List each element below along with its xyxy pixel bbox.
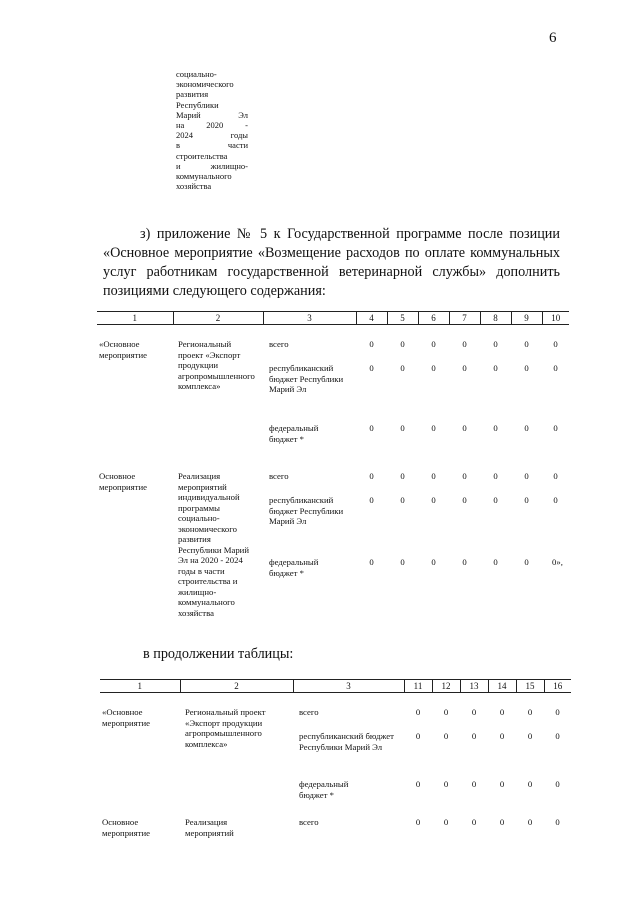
value-cell: 0 [369,557,374,567]
value-cell: 0 [555,817,560,827]
row-type-cell [100,707,180,817]
header-cell: 10 [542,312,569,325]
header-cell: 1 [97,312,173,325]
fragment-line: развития [176,89,209,100]
header-cell: 2 [180,680,293,693]
value-cell: 0 [400,471,405,481]
value-cell: 0 [462,557,467,567]
row-type-cell: «Основное мероприятие [99,339,147,360]
value-cell: 0 [553,423,558,433]
header-cell: 7 [449,312,480,325]
header-cell: 14 [488,680,516,693]
row-description-text: Региональный проект «Экспорт продукции агропромышленного комплекса» [178,339,255,391]
header-cell: 9 [511,312,542,325]
row-description-cell [180,707,293,817]
header-cell: 4 [356,312,387,325]
value-cell: 0 [369,363,374,373]
amendment-paragraph: з) приложение № 5 к Государственной программе после позиции «Основное мероприятие «Возмещение расходов по оплате коммунальных услуг работникам государственной ветеринарной службы» дополнить позициями следующего содержания: [103,226,560,299]
value-cell: 0 [553,495,558,505]
value-cell: 0 [462,423,467,433]
value-cell: 0 [499,731,505,741]
continuation-heading: в продолжении таблицы: [143,646,294,662]
header-cell: 1 [100,680,180,693]
value-cell: 0 [415,731,421,741]
value-cell: 0 [462,471,467,481]
source-label-text: республиканский бюджет Республики Марий Эл [299,731,394,752]
value-cell: 0 [471,779,477,789]
row-description-text: Реализация мероприятий [185,817,234,838]
table-1 [97,311,569,639]
previous-table-fragment [176,69,248,191]
header-cell: 5 [387,312,418,325]
row-description-cell [173,339,263,471]
value-cell: 0 [499,707,505,717]
source-label [263,363,356,423]
fragment-line: 2024 годы [176,130,248,141]
value-cell: 0 [471,817,477,827]
value-cell: 0 [493,423,498,433]
row-type-text: Основное мероприятие [102,817,150,838]
page-number: 6 [549,30,557,46]
value-cell: 0 [415,817,421,827]
header-cell: 12 [432,680,460,693]
value-cell: 0 [431,557,436,567]
value-cell: 0 [493,363,498,373]
row-type-text: Основное мероприятие [99,471,147,492]
value-cell: 0 [524,363,529,373]
value-cell: 0 [400,339,405,349]
header-cell: 6 [418,312,449,325]
value-cell: 0 [471,707,477,717]
value-cell: 0 [369,339,374,349]
value-cell: 0 [555,731,560,741]
value-cell: 0 [443,817,449,827]
table-row [100,707,571,731]
source-label [263,423,356,461]
table-row [97,339,569,363]
value-cell: 0 [431,339,436,349]
value-cell: 0 [527,731,533,741]
source-label-text: федеральный бюджет * [299,779,349,800]
value-cell: 0 [524,339,529,349]
table-2 [100,679,571,838]
value-cell: 0 [499,817,505,827]
value-cell: 0 [555,707,560,717]
row-description-cell [173,471,263,639]
value-cell: 0 [415,707,421,717]
value-cell: 0 [524,471,529,481]
row-description-text: Реализация мероприятий индивидуальной программы социально-экономического развития Республики Марий Эл на 2020 - 2024 годы в части строительства и жилищно-коммунального хозяйства [178,471,249,618]
fragment-line: социально- [176,69,217,79]
value-cell: 0 [553,339,558,349]
source-label-text: федеральный бюджет * [269,557,319,578]
value-cell: 0 [527,817,533,827]
value-cell: 0 [443,731,449,741]
fragment-line: хозяйства [176,181,212,192]
fragment-line: строительства [176,150,228,161]
value-cell: 0 [499,779,505,789]
value-cell: 0 [462,339,467,349]
value-cell: 0 [443,707,449,717]
value-cell: 0 [493,339,498,349]
value-cell: 0 [493,495,498,505]
value-cell: 0 [415,779,421,789]
value-cell: 0 [369,423,374,433]
value-cell: 0 [471,731,477,741]
value-cell: 0 [431,495,436,505]
value-cell: 0 [443,779,449,789]
value-cell: 0 [462,495,467,505]
header-cell: 13 [460,680,488,693]
value-cell: 0 [527,779,533,789]
value-cell: 0 [462,363,467,373]
fragment-line: и жилищно- [176,160,248,171]
source-label: всего [269,339,289,349]
source-label: всего [299,707,319,717]
row-description-cell [180,817,293,838]
table-2-header-row [100,680,571,693]
value-cell: 0 [493,471,498,481]
value-cell: 0 [527,707,533,717]
value-cell: 0 [431,423,436,433]
value-cell: 0 [369,471,374,481]
fragment-line: Республики [176,99,219,110]
source-label-text: республиканский бюджет Республики Марий Эл [269,363,344,394]
source-label [293,779,404,817]
row-type-text: «Основное мероприятие [102,707,150,728]
fragment-line: в части [176,140,248,151]
source-label [263,557,356,639]
table-row [97,471,569,495]
value-cell: 0 [553,471,558,481]
table-row [100,817,571,838]
value-cell: 0 [553,363,558,373]
row-type-cell [100,817,180,838]
header-cell: 8 [480,312,511,325]
value-cell: 0 [524,495,529,505]
value-cell: 0 [524,557,529,567]
value-cell: 0 [493,557,498,567]
value-cell: 0 [400,495,405,505]
fragment-line: на 2020 - [176,120,248,131]
value-cell: 0 [400,557,405,567]
fragment-line: экономического [176,79,234,90]
header-cell: 3 [293,680,404,693]
header-cell: 2 [173,312,263,325]
value-cell: 0 [400,423,405,433]
value-cell: 0 [431,471,436,481]
source-label-text: республиканский бюджет Республики Марий Эл [269,495,344,526]
source-label [293,731,404,779]
table-1-header-row [97,312,569,325]
fragment-line: коммунального [176,171,232,182]
header-cell: 11 [404,680,432,693]
value-cell: 0 [369,495,374,505]
value-cell: 0 [555,779,560,789]
source-label [263,495,356,557]
row-type-cell [97,471,173,639]
value-cell: 0 [524,423,529,433]
value-cell: 0 [400,363,405,373]
header-cell: 16 [544,680,571,693]
source-label: всего [299,817,319,827]
header-cell: 15 [516,680,544,693]
fragment-line: Марий Эл [176,109,248,120]
value-cell: 0 [431,363,436,373]
source-label-text: федеральный бюджет * [269,423,319,444]
header-cell: 3 [263,312,356,325]
source-label: всего [269,471,289,481]
row-description-text: Региональный проект «Экспорт продукции агропромышленного комплекса» [185,707,266,749]
value-cell: 0», [552,557,563,567]
